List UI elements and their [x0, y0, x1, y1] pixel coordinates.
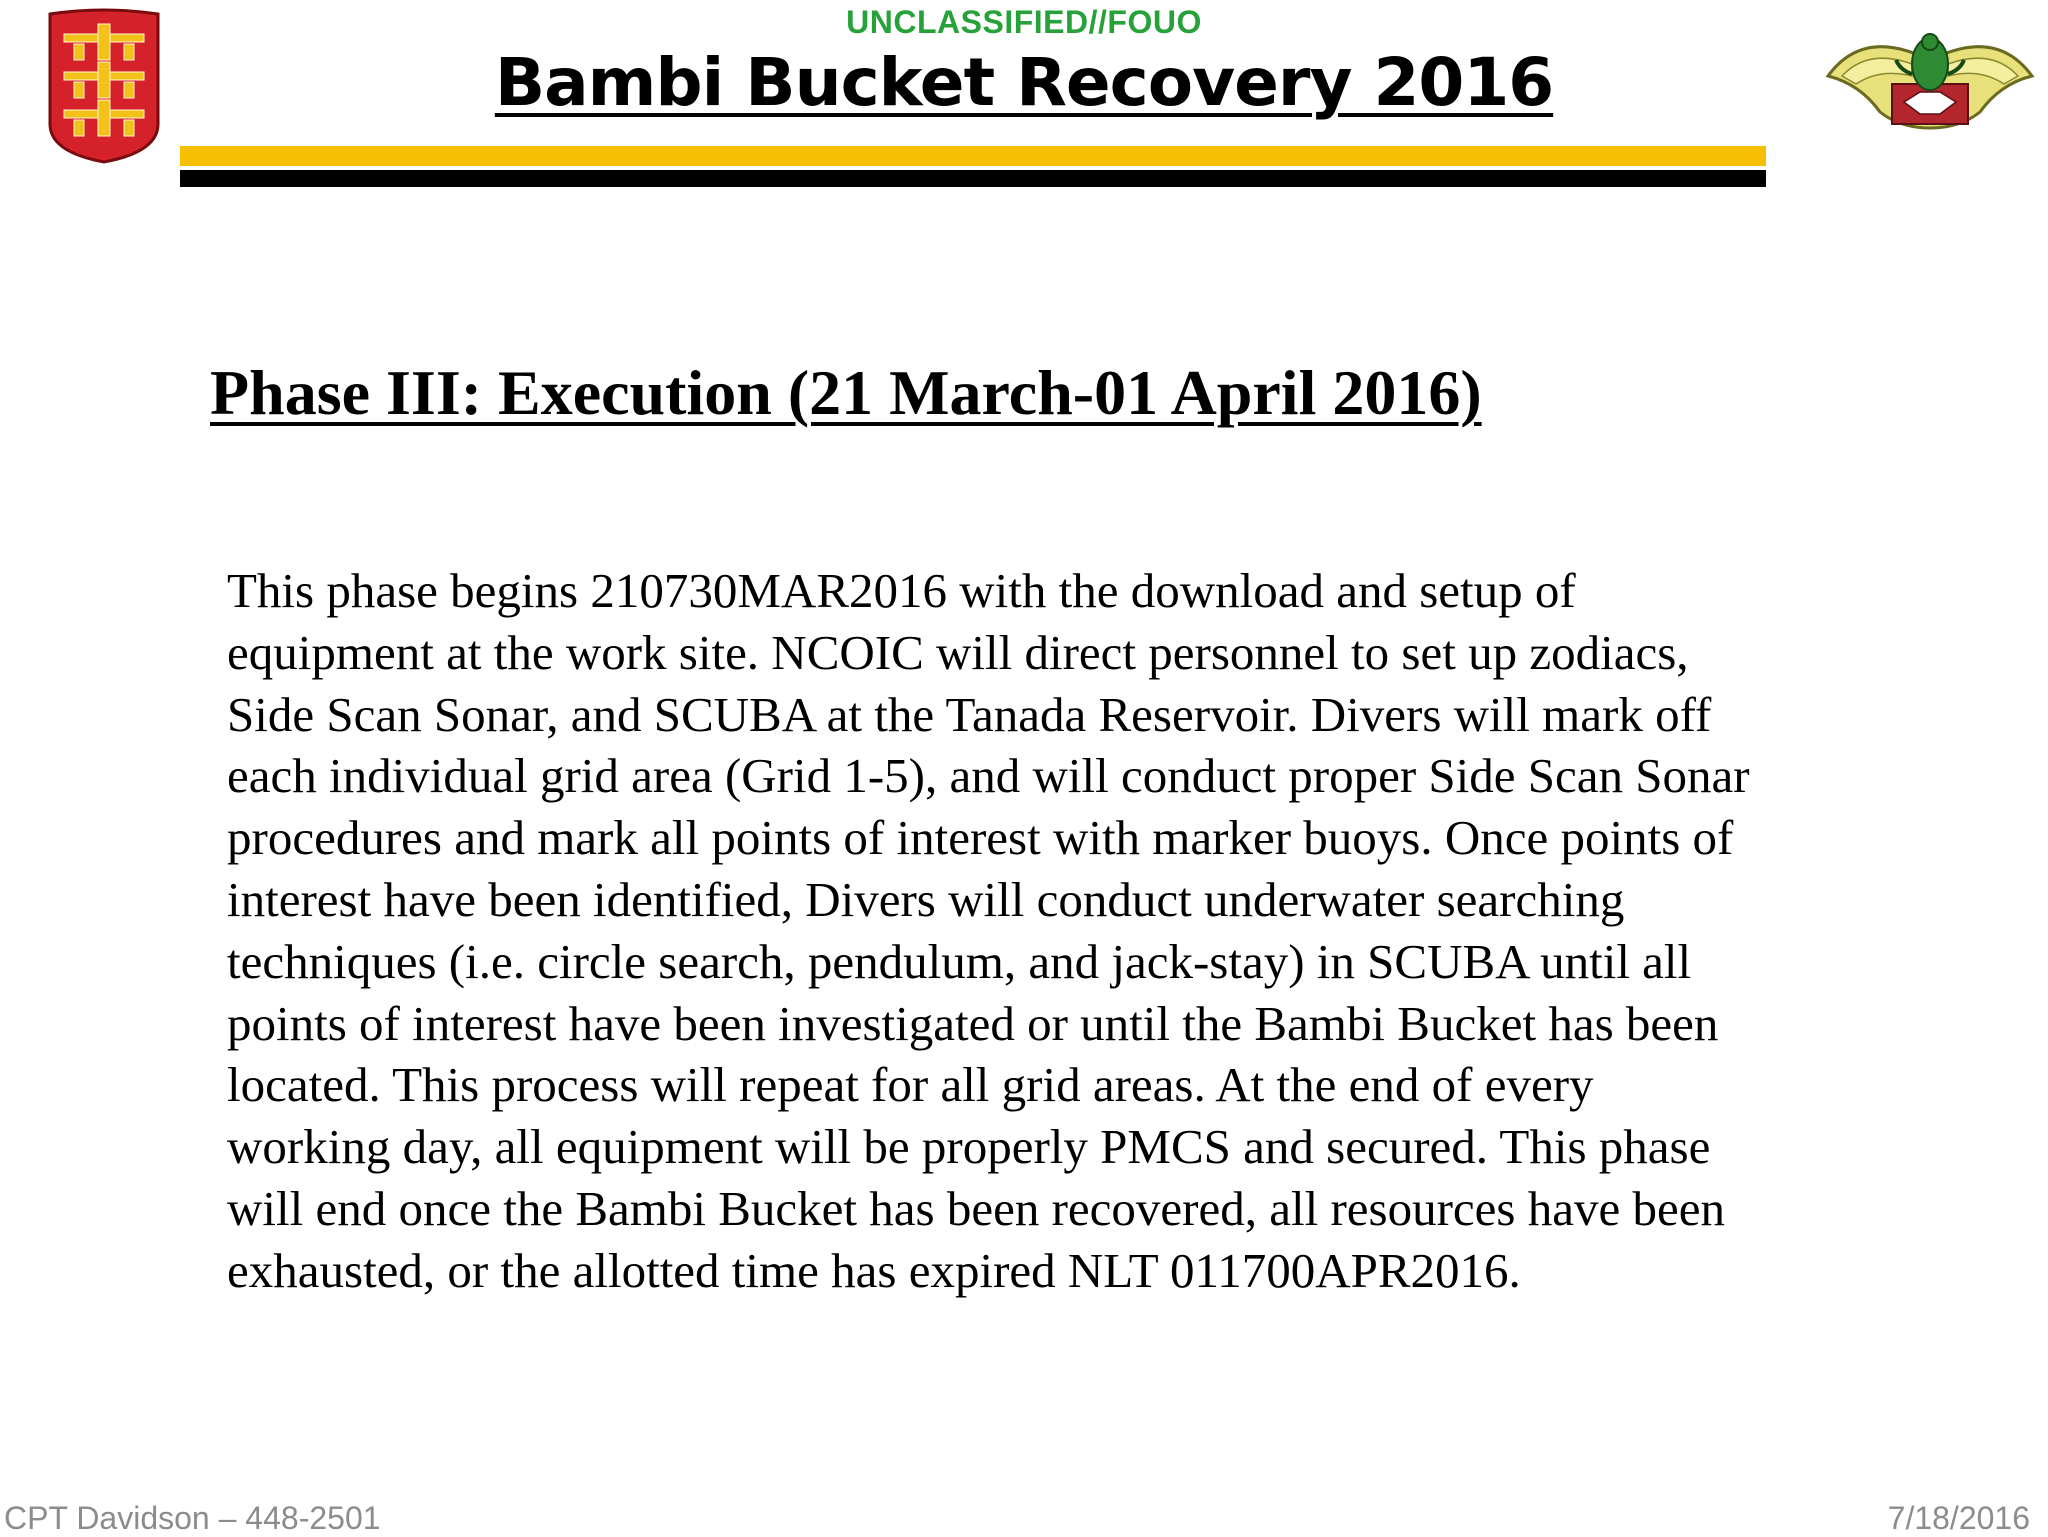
- body-line: techniques (i.e. circle search, pendulum, and jack-stay) in SCUBA until all: [227, 933, 1692, 989]
- crest-insignia-icon: [1820, 24, 2040, 140]
- body-paragraph: [227, 560, 1847, 1302]
- phase-heading: Phase III: Execution (21 March-01 April 2016): [210, 357, 1482, 428]
- body-line: Side Scan Sonar, and SCUBA at the Tanada Reservoir. Divers will mark off: [227, 686, 1712, 742]
- body-line: This phase begins 210730MAR2016 with the download and setup of: [227, 563, 1576, 618]
- footer-presenter: CPT Davidson – 448-2501: [4, 1500, 381, 1536]
- body-line: will end once the Bambi Bucket has been recovered, all resources have been: [227, 1180, 1725, 1236]
- gold-stripe: [180, 146, 1766, 166]
- classification-banner: UNCLASSIFIED//FOUO: [846, 4, 1202, 40]
- body-line: exhausted, or the allotted time has expired NLT 011700APR2016.: [227, 1242, 1521, 1298]
- slide-title: Bambi Bucket Recovery 2016: [494, 44, 1554, 121]
- body-line: working day, all equipment will be properly PMCS and secured. This phase: [227, 1119, 1711, 1175]
- body-line: located. This process will repeat for all grid areas. At the end of every: [227, 1057, 1594, 1113]
- footer-date: 7/18/2016: [1887, 1500, 2030, 1536]
- body-line: each individual grid area (Grid 1-5), and will conduct proper Side Scan Sonar: [227, 748, 1750, 804]
- body-line: procedures and mark all points of interest with marker buoys. Once points of: [227, 810, 1734, 866]
- body-line: equipment at the work site. NCOIC will direct personnel to set up zodiacs,: [227, 624, 1689, 680]
- body-line: interest have been identified, Divers will conduct underwater searching: [227, 871, 1625, 927]
- black-stripe: [180, 170, 1766, 187]
- body-line: points of interest have been investigated or until the Bambi Bucket has been: [227, 995, 1719, 1051]
